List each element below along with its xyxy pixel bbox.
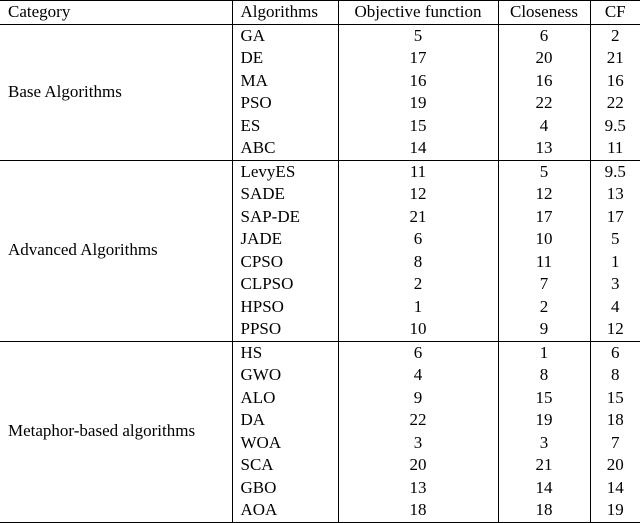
- cf-cell: 2: [611, 25, 620, 45]
- closeness-cell: 15: [498, 387, 590, 410]
- cf-cell: 22: [606, 93, 624, 112]
- objective-function-cell: 9: [338, 387, 498, 410]
- closeness-cell: 19: [498, 409, 590, 432]
- closeness-cell: 18: [498, 499, 590, 522]
- objective-function-cell: 6: [338, 341, 498, 364]
- algorithm-cell: WOA: [232, 432, 338, 455]
- header-algorithms: Algorithms: [232, 1, 338, 25]
- objective-function-cell: 4: [338, 364, 498, 387]
- cf-cell: 21: [606, 48, 624, 67]
- closeness-cell: 11: [498, 251, 590, 274]
- cf-cell: 15: [606, 387, 624, 407]
- closeness-cell: 13: [498, 137, 590, 160]
- algorithm-cell: SAP-DE: [232, 206, 338, 229]
- category-cell: Base Algorithms: [0, 24, 232, 160]
- cf-cell: 5: [611, 229, 620, 248]
- closeness-cell: 20: [498, 47, 590, 70]
- algorithm-cell: GBO: [232, 477, 338, 500]
- algorithm-cell: LevyES: [232, 160, 338, 183]
- algorithm-cell: HPSO: [232, 296, 338, 319]
- algorithm-cell: JADE: [232, 228, 338, 251]
- algorithm-cell: GWO: [232, 364, 338, 387]
- closeness-cell: 4: [498, 115, 590, 138]
- cf-cell: 3: [611, 274, 620, 293]
- table-row: [0, 160, 640, 183]
- algorithm-cell: PPSO: [232, 318, 338, 341]
- cf-cell: 16: [606, 70, 624, 90]
- table-group: [0, 341, 640, 522]
- objective-function-cell: 5: [338, 24, 498, 47]
- objective-function-cell: 15: [338, 115, 498, 138]
- algorithm-cell: ES: [232, 115, 338, 138]
- cf-cell: 14: [606, 477, 624, 497]
- closeness-cell: 2: [498, 296, 590, 319]
- objective-function-cell: 8: [338, 251, 498, 274]
- algorithm-cell: HS: [232, 341, 338, 364]
- objective-function-cell: 21: [338, 206, 498, 229]
- algorithm-cell: GA: [232, 24, 338, 47]
- algorithm-cell: SCA: [232, 454, 338, 477]
- header-cf: CF: [604, 2, 626, 21]
- objective-function-cell: 14: [338, 137, 498, 160]
- cf-cell: 18: [606, 410, 624, 429]
- cf-cell: 13: [606, 184, 624, 203]
- cf-cell: 7: [611, 432, 620, 452]
- header-category: Category: [0, 1, 232, 25]
- objective-function-cell: 20: [338, 454, 498, 477]
- table-row: [0, 341, 640, 364]
- objective-function-cell: 1: [338, 296, 498, 319]
- objective-function-cell: 10: [338, 318, 498, 341]
- closeness-cell: 9: [498, 318, 590, 341]
- cf-cell: 6: [611, 342, 620, 362]
- closeness-cell: 3: [498, 432, 590, 455]
- table-group: [0, 24, 640, 160]
- algorithm-cell: CLPSO: [232, 273, 338, 296]
- algorithm-cell: DA: [232, 409, 338, 432]
- cf-cell: 12: [606, 319, 624, 338]
- objective-function-cell: 11: [338, 160, 498, 183]
- cf-cell: 17: [606, 206, 624, 226]
- header-row: [0, 1, 640, 25]
- algorithm-cell: ALO: [232, 387, 338, 410]
- algorithm-cell: MA: [232, 70, 338, 93]
- objective-function-cell: 13: [338, 477, 498, 500]
- closeness-cell: 6: [498, 24, 590, 47]
- cf-cell: 9.5: [604, 115, 626, 135]
- category-cell: Advanced Algorithms: [0, 160, 232, 341]
- category-cell: Metaphor-based algorithms: [0, 341, 232, 522]
- cf-cell: 11: [607, 138, 624, 157]
- closeness-cell: 8: [498, 364, 590, 387]
- algorithm-cell: PSO: [232, 92, 338, 115]
- closeness-cell: 16: [498, 70, 590, 93]
- objective-function-cell: 2: [338, 273, 498, 296]
- closeness-cell: 5: [498, 160, 590, 183]
- algorithm-cell: CPSO: [232, 251, 338, 274]
- algorithm-cell: AOA: [232, 499, 338, 522]
- closeness-cell: 7: [498, 273, 590, 296]
- table-group: [0, 160, 640, 341]
- header-closeness: Closeness: [498, 1, 590, 25]
- objective-function-cell: 18: [338, 499, 498, 522]
- closeness-cell: 21: [498, 454, 590, 477]
- closeness-cell: 17: [498, 206, 590, 229]
- closeness-cell: 12: [498, 183, 590, 206]
- algorithm-cell: SADE: [232, 183, 338, 206]
- closeness-cell: 14: [498, 477, 590, 500]
- objective-function-cell: 19: [338, 92, 498, 115]
- objective-function-cell: 17: [338, 47, 498, 70]
- header-objective-function: Objective function: [338, 1, 498, 25]
- cf-cell: 19: [606, 500, 624, 519]
- cf-cell: 8: [611, 365, 620, 384]
- algorithm-cell: ABC: [232, 137, 338, 160]
- table-header: [0, 1, 640, 25]
- closeness-cell: 10: [498, 228, 590, 251]
- objective-function-cell: 6: [338, 228, 498, 251]
- objective-function-cell: 22: [338, 409, 498, 432]
- closeness-cell: 1: [498, 341, 590, 364]
- cf-cell: 20: [606, 455, 624, 474]
- cf-cell: 9.5: [604, 161, 626, 181]
- objective-function-cell: 16: [338, 70, 498, 93]
- algorithm-cell: DE: [232, 47, 338, 70]
- table-row: [0, 24, 640, 47]
- objective-function-cell: 3: [338, 432, 498, 455]
- objective-function-cell: 12: [338, 183, 498, 206]
- cf-cell: 1: [611, 251, 620, 271]
- cf-cell: 4: [611, 296, 620, 316]
- closeness-cell: 22: [498, 92, 590, 115]
